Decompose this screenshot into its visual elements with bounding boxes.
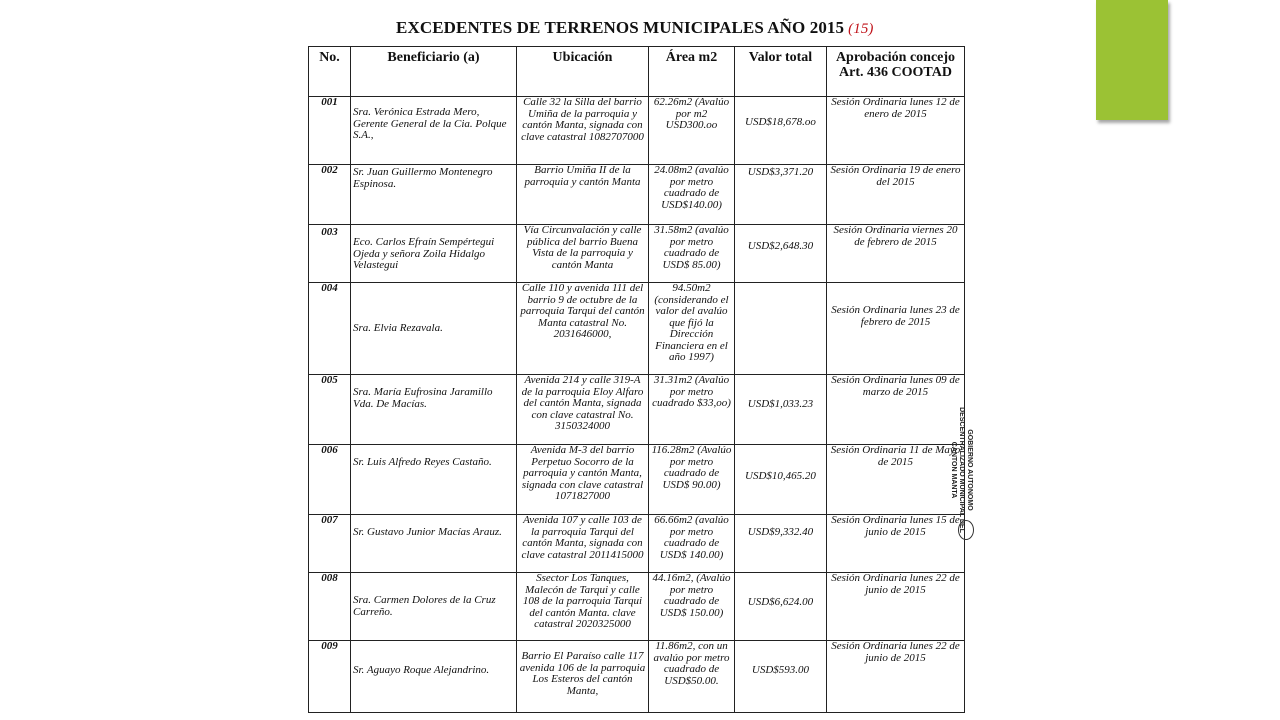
row-number: 008 bbox=[309, 573, 351, 641]
table-row bbox=[309, 225, 965, 283]
row-aprobacion: Sesión Ordinaria 11 de Mayo de 2015 bbox=[827, 445, 965, 515]
row-number: 009 bbox=[309, 641, 351, 713]
row-number: 002 bbox=[309, 165, 351, 225]
row-number: 001 bbox=[309, 97, 351, 165]
row-valor: USD$10,465.20 bbox=[735, 445, 827, 515]
row-area: 116.28m2 (Avalúo por metro cuadrado de USD$ 90.00) bbox=[649, 445, 735, 515]
header-area: Área m2 bbox=[649, 47, 735, 97]
row-area: 62.26m2 (Avalúo por m2 USD300.oo bbox=[649, 97, 735, 165]
table-row bbox=[309, 97, 965, 165]
table-header-row bbox=[309, 47, 965, 97]
table-row bbox=[309, 165, 965, 225]
table-row bbox=[309, 375, 965, 445]
header-no: No. bbox=[309, 47, 351, 97]
row-aprobacion: Sesión Ordinaria lunes 12 de enero de 2015 bbox=[827, 97, 965, 165]
row-area: 44.16m2, (Avalúo por metro cuadrado de USD$ 150.00) bbox=[649, 573, 735, 641]
row-beneficiario: Sr. Juan Guillermo Montenegro Espinosa. bbox=[351, 165, 517, 225]
row-aprobacion: Sesión Ordinaria lunes 22 de junio de 2015 bbox=[827, 573, 965, 641]
row-number: 005 bbox=[309, 375, 351, 445]
row-number: 003 bbox=[309, 225, 351, 283]
row-valor bbox=[735, 283, 827, 375]
row-beneficiario: Sr. Gustavo Junior Macías Arauz. bbox=[351, 515, 517, 573]
row-area: 31.58m2 (avalúo por metro cuadrado de USD$ 85.00) bbox=[649, 225, 735, 283]
table-row bbox=[309, 573, 965, 641]
row-ubicacion: Calle 110 y avenida 111 del barrio 9 de octubre de la parroquia Tarqui del cantón Manta catastral No. 2031646000, bbox=[517, 283, 649, 375]
title-text: EXCEDENTES DE TERRENOS MUNICIPALES AÑO 2015 bbox=[396, 18, 845, 37]
table-row bbox=[309, 641, 965, 713]
seal-icon bbox=[958, 520, 974, 540]
row-beneficiario: Sra. María Eufrosina Jaramillo Vda. De Macías. bbox=[351, 375, 517, 445]
row-area: 66.66m2 (avalúo por metro cuadrado de USD$ 140.00) bbox=[649, 515, 735, 573]
row-ubicacion: Vía Circunvalación y calle pública del barrio Buena Vista de la parroquia y cantón Manta bbox=[517, 225, 649, 283]
row-aprobacion: Sesión Ordinaria 19 de enero del 2015 bbox=[827, 165, 965, 225]
slide-accent-bar bbox=[1096, 0, 1168, 120]
row-valor: USD$6,624.00 bbox=[735, 573, 827, 641]
row-ubicacion: Barrio El Paraíso calle 117 avenida 106 de la parroquia Los Esteros del cantón Manta, bbox=[517, 641, 649, 713]
table-row bbox=[309, 283, 965, 375]
row-aprobacion: Sesión Ordinaria lunes 22 de junio de 2015 bbox=[827, 641, 965, 713]
row-ubicacion: Avenida 107 y calle 103 de la parroquia Tarqui del cantón Manta, signada con clave catastral 2011415000 bbox=[517, 515, 649, 573]
row-area: 94.50m2 (considerando el valor del avalúo que fijó la Dirección Financiera en el año 1997) bbox=[649, 283, 735, 375]
header-aprobacion: Aprobación concejo Art. 436 COOTAD bbox=[827, 47, 965, 97]
header-beneficiario: Beneficiario (a) bbox=[351, 47, 517, 97]
row-area: 24.08m2 (avalúo por metro cuadrado de USD$140.00) bbox=[649, 165, 735, 225]
row-area: 31.31m2 (Avalúo por metro cuadrado $33,oo) bbox=[649, 375, 735, 445]
row-valor: USD$2,648.30 bbox=[735, 225, 827, 283]
row-valor: USD$593.00 bbox=[735, 641, 827, 713]
row-valor: USD$3,371.20 bbox=[735, 165, 827, 225]
table-row bbox=[309, 515, 965, 573]
row-aprobacion: Sesión Ordinaria viernes 20 de febrero de 2015 bbox=[827, 225, 965, 283]
page-number: (15) bbox=[848, 21, 874, 37]
row-valor: USD$9,332.40 bbox=[735, 515, 827, 573]
row-beneficiario: Sr. Aguayo Roque Alejandrino. bbox=[351, 641, 517, 713]
row-ubicacion: Avenida 214 y calle 319-A de la parroquia Eloy Alfaro del cantón Manta, signada con clave catastral No. 3150324000 bbox=[517, 375, 649, 445]
row-number: 004 bbox=[309, 283, 351, 375]
stamp-text: GOBIERNO AUTONOMO DESCENTRALIZADO MUNICIPAL DEL CANTON MANTA bbox=[950, 407, 973, 533]
row-ubicacion: Ssector Los Tanques, Malecón de Tarqui y calle 108 de la parroquia Tarqui del cantón Manta. clave catastral 2020325000 bbox=[517, 573, 649, 641]
row-ubicacion: Avenida M-3 del barrio Perpetuo Socorro de la parroquia y cantón Manta, signada con clave catastral 1071827000 bbox=[517, 445, 649, 515]
row-aprobacion: Sesión Ordinaria lunes 09 de marzo de 2015 bbox=[827, 375, 965, 445]
row-ubicacion: Barrio Umiña II de la parroquia y cantón Manta bbox=[517, 165, 649, 225]
row-beneficiario: Sra. Carmen Dolores de la Cruz Carreño. bbox=[351, 573, 517, 641]
header-ubicacion: Ubicación bbox=[517, 47, 649, 97]
row-beneficiario: Sr. Luis Alfredo Reyes Castaño. bbox=[351, 445, 517, 515]
header-valor: Valor total bbox=[735, 47, 827, 97]
row-beneficiario: Sra. Verónica Estrada Mero, Gerente General de la Cia. Polque S.A., bbox=[351, 97, 517, 165]
row-beneficiario: Eco. Carlos Efraín Sempértegui Ojeda y señora Zoila Hidalgo Velastegui bbox=[351, 225, 517, 283]
row-number: 006 bbox=[309, 445, 351, 515]
excedentes-table bbox=[308, 46, 965, 713]
row-valor: USD$18,678.oo bbox=[735, 97, 827, 165]
row-aprobacion: Sesión Ordinaria lunes 23 de febrero de 2015 bbox=[827, 283, 965, 375]
row-valor: USD$1,033.23 bbox=[735, 375, 827, 445]
row-aprobacion: Sesión Ordinaria lunes 15 de junio de 2015 bbox=[827, 515, 965, 573]
document-title bbox=[396, 18, 874, 38]
row-number: 007 bbox=[309, 515, 351, 573]
row-ubicacion: Calle 32 la Silla del barrio Umiña de la parroquia y cantón Manta, signada con clave catastral 1082707000 bbox=[517, 97, 649, 165]
row-beneficiario: Sra. Elvia Rezavala. bbox=[351, 283, 517, 375]
row-area: 11.86m2, con un avalúo por metro cuadrado de USD$50.00. bbox=[649, 641, 735, 713]
table-row bbox=[309, 445, 965, 515]
